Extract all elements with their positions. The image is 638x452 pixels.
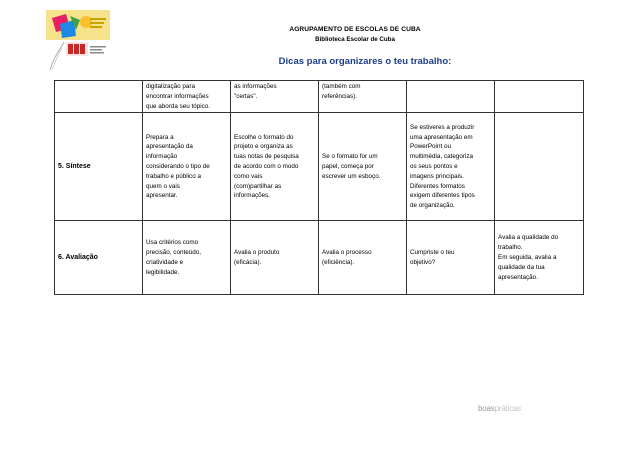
school-name: AGRUPAMENTO DE ESCOLAS DE CUBA [289,26,421,33]
table-cell: Se o formato for um papel, começa por escrever um esboço. [319,113,407,221]
phase-cell: 5. Síntese [55,113,143,221]
table-cell: Avalia a qualidade do trabalho. Em seguida, avalia a qualidade da tua apresentação. [495,221,584,295]
table-row [55,221,584,295]
page-title: Dicas para organizares o teu trabalho: [278,56,452,67]
phase-cell: 6. Avaliação [55,221,143,295]
header-logos [46,10,146,72]
table-cell: Usa critérios como precisão, conteúdo, criatividade e legibilidade. [143,221,231,295]
tips-table [54,80,584,295]
library-name: Biblioteca Escolar de Cuba [315,36,395,43]
table-cell: Escolhe o formato do projeto e organiza as tuas notas de pesquisa de acordo com o modo como vais (com)partilhar as informações. [231,113,319,221]
table-cell [495,81,584,113]
brand-main: boas [478,404,495,413]
footer-brand-logo [478,404,521,413]
table-cell [495,113,584,221]
table-cell: Avalia o processo (eficiência). [319,221,407,295]
table-cell: Cumpriste o teu objetivo? [407,221,495,295]
header [230,26,480,43]
school-logo [46,10,146,72]
table-cell: Avalia o produto (eficácia). [231,221,319,295]
table-cell: Prepara a apresentação da informação considerando o tipo de trabalho e público a quem o vais apresentar. [143,113,231,221]
table-row [55,113,584,221]
table-cell: (também com referências). [319,81,407,113]
brand-light: práticas [494,404,521,413]
table-cell [407,81,495,113]
phase-cell [55,81,143,113]
table-cell: digitalização para encontrar informações que aborda seu tópico. [143,81,231,113]
table-cell: as informações "certas". [231,81,319,113]
table-row [55,81,584,113]
table-cell: Se estiveres a produzir uma apresentação em PowerPoint ou multimédia, categoriza os seus pontos e imagens principais. Diferentes formatos exigem diferentes tipos de organização. [407,113,495,221]
